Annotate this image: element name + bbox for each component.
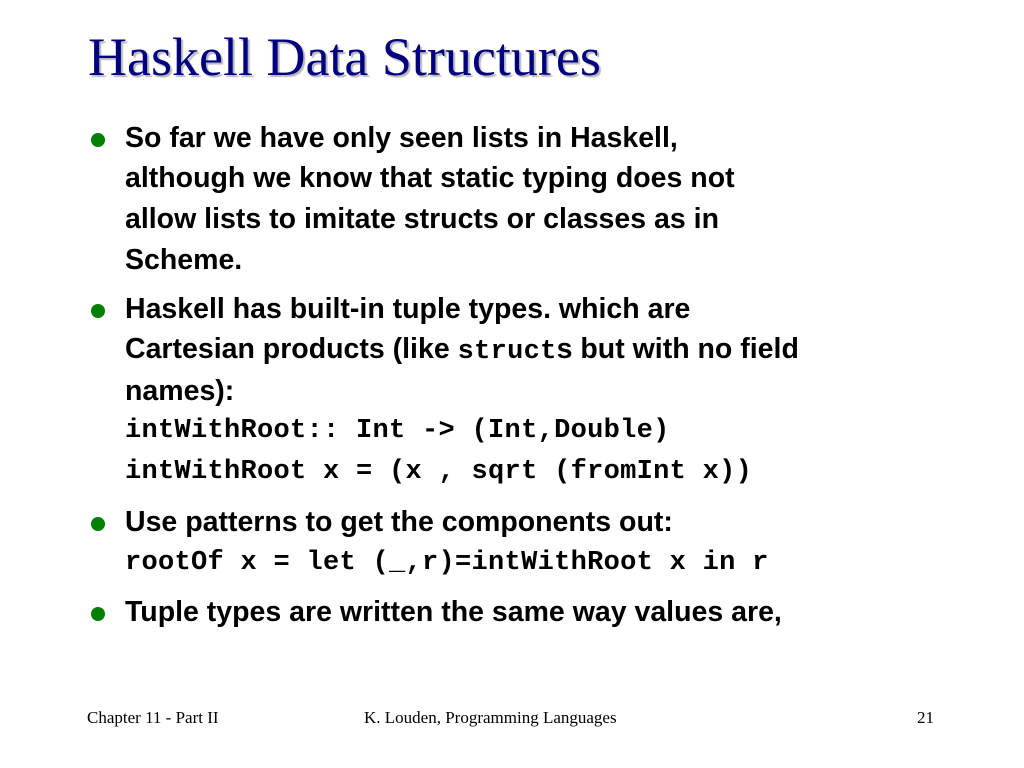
footer-page-number: 21 [917, 708, 934, 727]
bullet-2-text-after: s but with no field [556, 333, 799, 365]
inline-code-struct: struct [457, 337, 557, 367]
code-line-pattern: rootOf x = let (_,r)=intWithRoot x in r [125, 548, 769, 578]
bullet-dot-icon [91, 607, 105, 621]
slide-title: Haskell Data Structures [88, 27, 601, 87]
footer-author: K. Louden, Programming Languages [364, 708, 617, 727]
bullet-2-line-1: Haskell has built-in tuple types. which are [125, 293, 691, 325]
footer-chapter: Chapter 11 - Part II [87, 708, 219, 727]
bullet-2-text: Cartesian products (like [125, 333, 458, 365]
bullet-dot-icon [91, 133, 105, 147]
bullet-1-line-4: Scheme. [125, 244, 243, 276]
bullet-dot-icon [91, 304, 105, 318]
bullet-1-line-3: allow lists to imitate structs or classes as in [125, 203, 719, 235]
bullet-dot-icon [91, 517, 105, 531]
bullet-1-line-1: So far we have only seen lists in Haskell, [125, 122, 678, 154]
bullet-2-line-2 [125, 329, 799, 372]
code-line-signature: intWithRoot:: Int -> (Int,Double) [125, 416, 670, 446]
bullet-1-line-2: although we know that static typing does not [125, 162, 735, 194]
code-line-definition: intWithRoot x = (x , sqrt (fromInt x)) [125, 457, 753, 487]
bullet-4-line-1: Tuple types are written the same way values are, [125, 596, 782, 628]
bullet-2-line-3: names): [125, 375, 235, 407]
bullet-3-line-1: Use patterns to get the components out: [125, 506, 673, 538]
